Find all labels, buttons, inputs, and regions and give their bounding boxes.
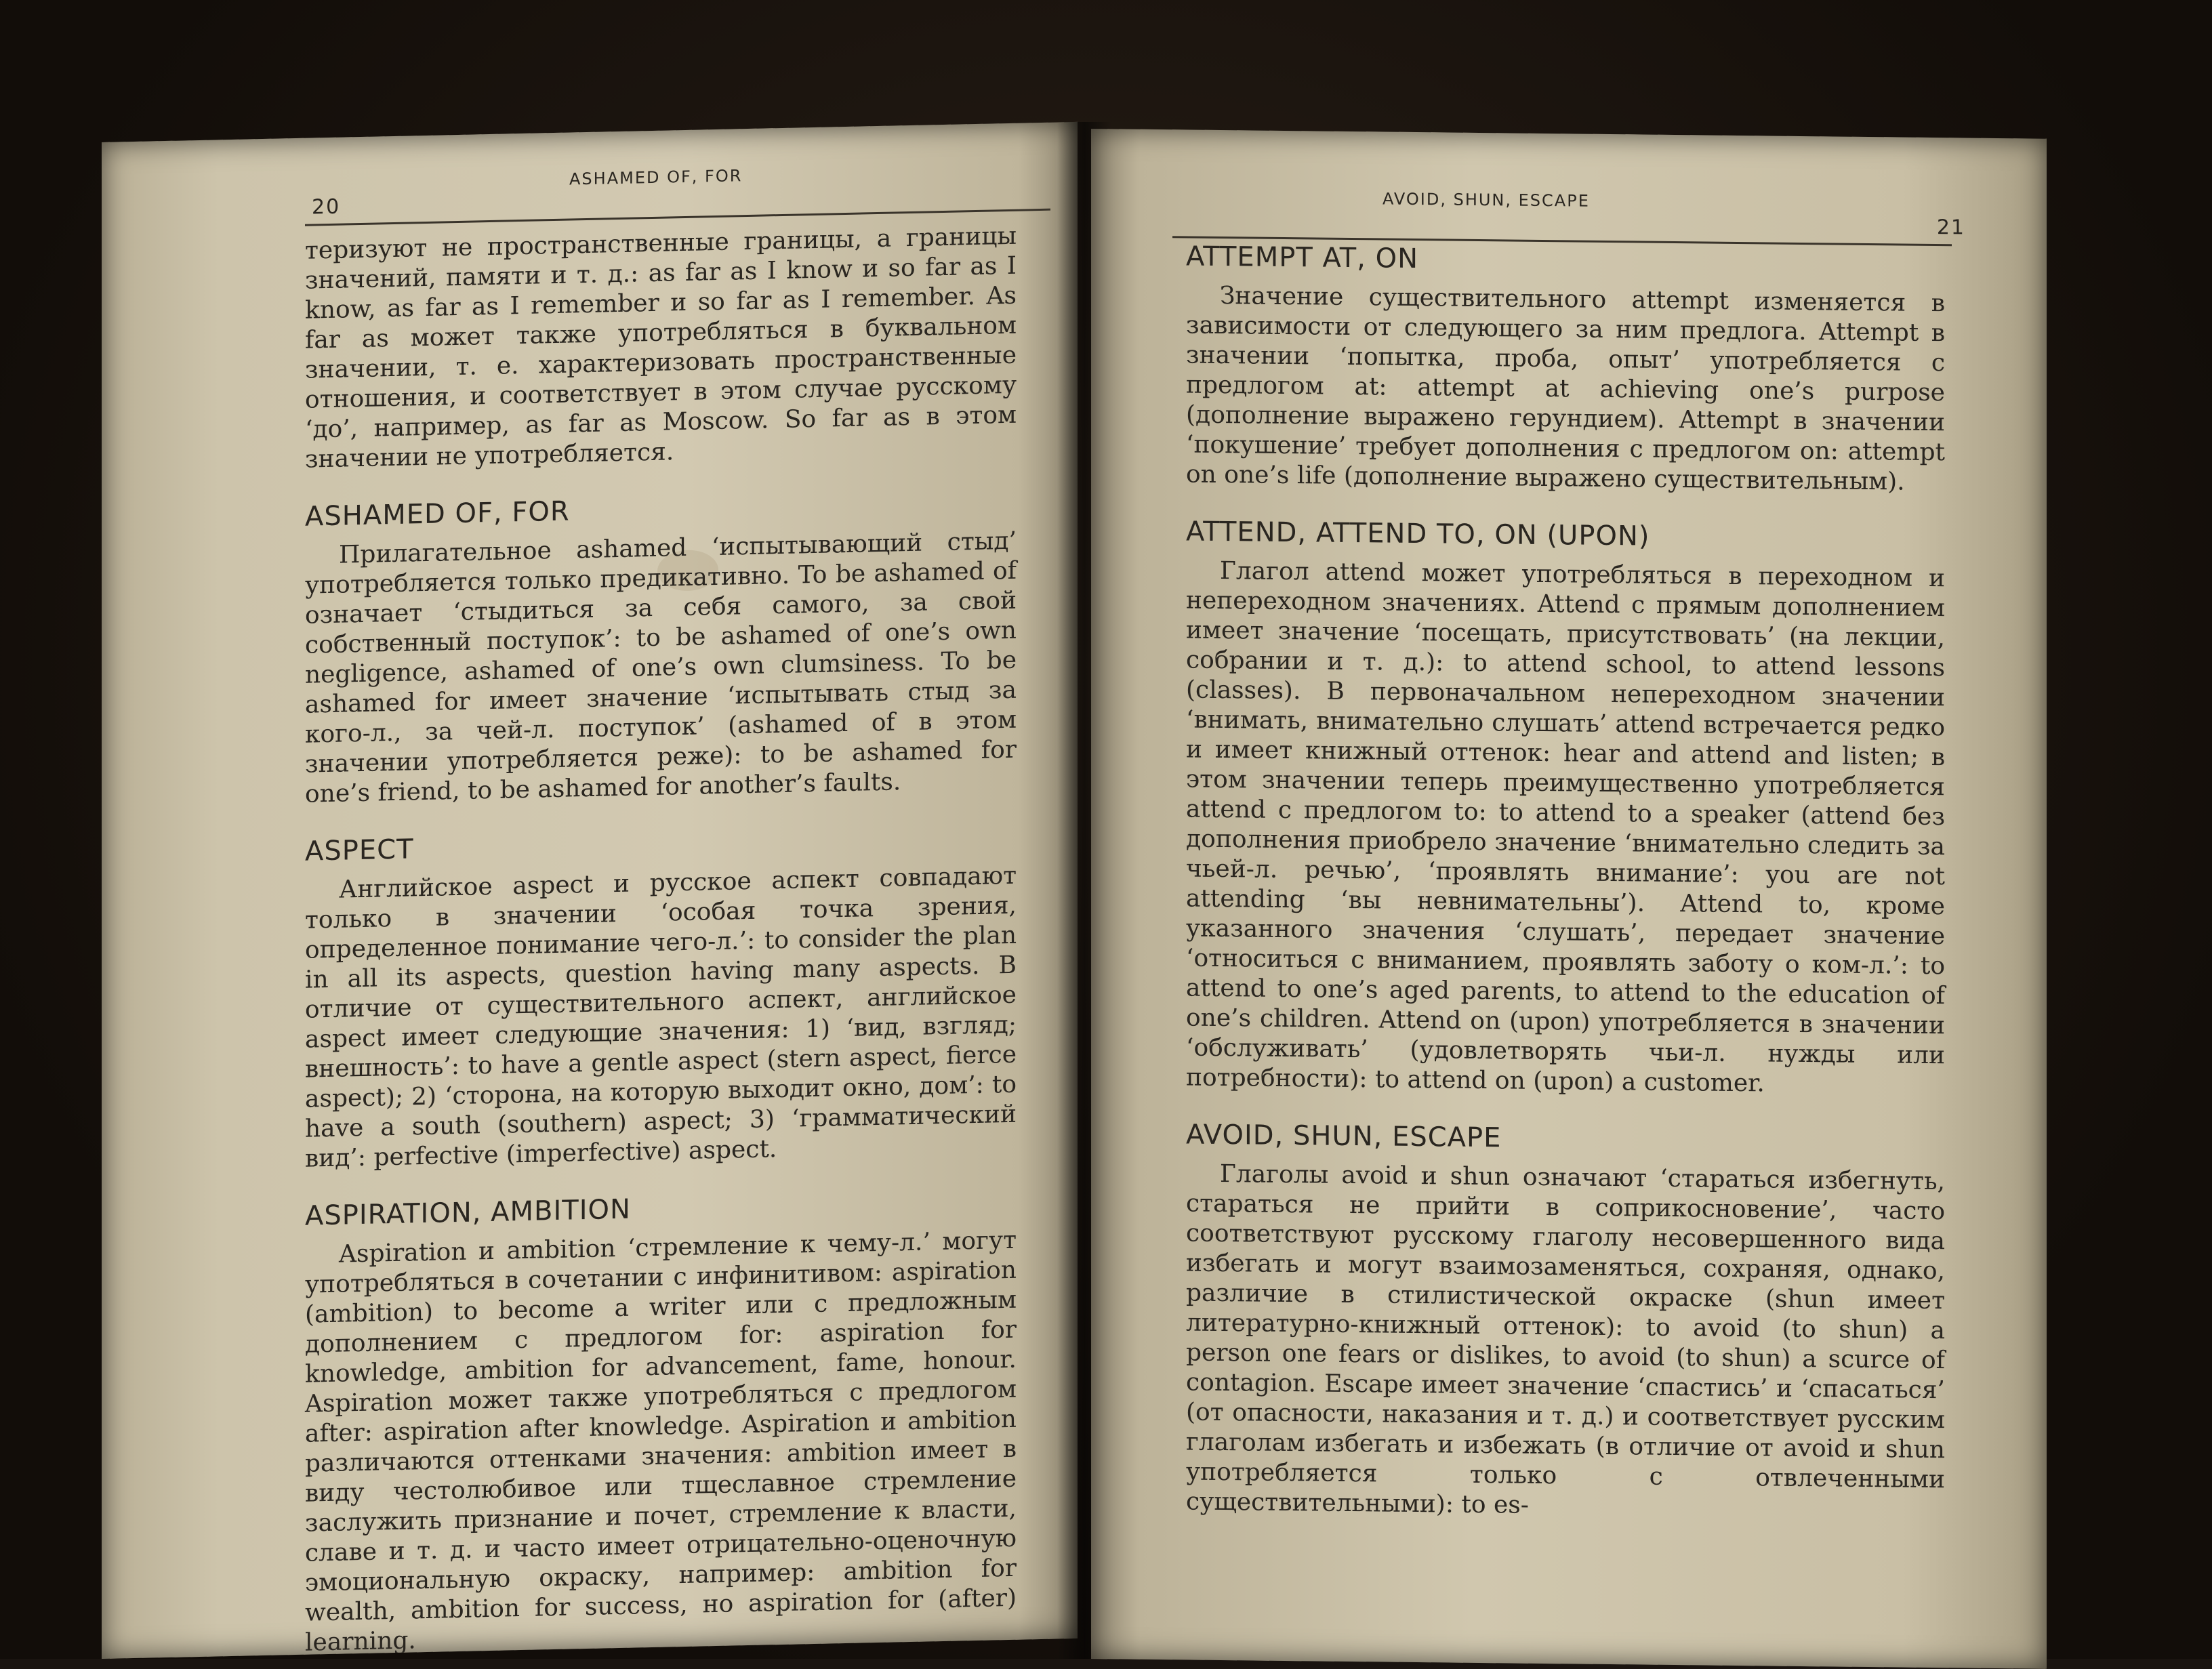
entry-text: Aspiration и ambition ‘стремление к чему-л.’ могут употребляться в сочетании с инфинитивом: aspiration (ambition) to become a writer или с предложным дополнением с предлогом for: aspiration for knowledge, ambition for advancement, fame, honour. Aspiration может также употребляться с предлогом after: aspiration after knowledge. Aspiration и ambition различаются оттенками значения: ambition имеет в виду честолюбивое или тщеславное стремление заслужить признание и почет, стремление к власти, славе и т. д. и часто имеет отрицательно-оценочную эмоциональную окраску, например: ambition for wealth, ambition for success, но aspiration for (after) learning. bbox=[305, 1226, 1017, 1657]
left-page-number: 20 bbox=[312, 194, 341, 220]
right-running-head: AVOID, SHUN, ESCAPE bbox=[1382, 189, 1590, 211]
right-page-header bbox=[1091, 186, 2047, 240]
entry-title: AVOID, SHUN, ESCAPE bbox=[1186, 1119, 1502, 1154]
entry-title: ATTEND, ATTEND TO, ON (UPON) bbox=[1186, 516, 1650, 552]
entry-title: ATTEMPT AT, ON bbox=[1186, 241, 1419, 275]
right-page bbox=[1091, 129, 2047, 1669]
right-text-column bbox=[1186, 241, 1945, 1525]
left-page bbox=[102, 122, 1078, 1659]
right-page-number: 21 bbox=[1936, 215, 1965, 240]
left-running-head: ASHAMED OF, FOR bbox=[569, 166, 743, 189]
entry-title: ASPIRATION, AMBITION bbox=[305, 1193, 631, 1232]
entry-title: ASPECT bbox=[305, 833, 414, 867]
left-text-column bbox=[305, 222, 1017, 1658]
entry-text: Значение существительного attempt изменяется в зависимости от следующего за ним предлога. Attempt в значении ‘попытка, проба, опыт’ употребляется с предлогом at: attempt at achieving one’s purpose (дополнение выражено герундием). Attempt в значении ‘покушение’ требует дополнения с предлогом on: attempt on one’s life (дополнение выражено существительным). bbox=[1186, 281, 1945, 496]
entry-text: Глагол attend может употребляться в переходном и непереходном значениях. Attend с прямым дополнением имеет значение ‘посещать, присутствовать’ (на лекции, собрании и т. д.): to attend school, to attend lessons (classes). В первоначальном непереходном значении ‘внимать, внимательно слушать’ attend встречается редко и имеет книжный оттенок: hear and attend and listen; в этом значении теперь преимущественно употребляется attend с предлогом to: to attend to a speaker (attend без дополнения приобрело значение ‘внимательно следить за чьей-л. речью’, ‘проявлять внимание’: you are not attending ‘вы невнимательны’). Attend to, кроме указанного значения ‘слушать’, передает значение ‘относиться с вниманием, проявлять заботу о ком-л.’: to attend to one’s aged parents, to attend to the education of one’s children. Attend on (upon) употребляется в значении ‘обслуживать’ (удовлетворять чьи-л. нужды или потребности): to attend on (upon) a customer. bbox=[1186, 556, 1945, 1098]
entry-text: Английское aspect и русское аспект совпадают только в значении ‘особая точка зрения, определенное понимание чего-л.’: to consider the plan in all its aspects, question having many aspects. В отличие от существительного аспект, английское aspect имеет следующие значения: 1) ‘вид, взгляд; внешность’: to have a gentle aspect (stern aspect, fierce aspect); 2) ‘сторона, на которую выходит окно, дом’: to have a south (southern) aspect; 3) ‘грамматический вид’: perfective (imperfective) aspect. bbox=[305, 861, 1017, 1173]
left-page-header bbox=[102, 159, 1078, 220]
entry-title: ASHAMED OF, FOR bbox=[305, 495, 570, 533]
entry-text: Прилагательное ashamed ‘испытывающий стыд’ употребляется только предикативно. To be ashamed of означает ‘стыдиться за себя самого, за свой собственный поступок’: to be ashamed of one’s own negligence, ashamed of one’s own clumsiness. To be ashamed for имеет значение ‘испытывать стыд за кого-л., за чей-л. поступок’ (ashamed of в этом значении употребляется реже): to be ashamed for one’s friend, to be ashamed for another’s faults. bbox=[305, 527, 1017, 808]
continuation-text: теризуют не пространственные границы, а границы значений, памяти и т. д.: as far as I know и so far as I know, as far as I remember и so far as I remember. As far as может также употребляться в буквальном значении, т. е. характеризовать пространственные отношения, и соответствует в этом случае русскому ‘до’, например, as far as Moscow. So far as в этом значении не употребляется. bbox=[305, 222, 1017, 474]
entry-text: Глаголы avoid и shun означают ‘стараться избегнуть, стараться не прийти в соприкосновение’, часто соответствуют русскому глаголу несовершенного вида избегать и могут взаимозаменяться, сохраняя, однако, различие в стилистической окраске (shun имеет литературно-книжный оттенок): to avoid (to shun) a person one fears or dislikes, to avoid (to shun) a scurce of contagion. Escape имеет значение ‘спастись’ и ‘спасаться’ (от опасности, наказания и т. д.) и соответствует русским глаголам избегать и избежать (в отличие от avoid и shun употребляется только с отвлеченными существительными): to es- bbox=[1186, 1159, 1945, 1519]
